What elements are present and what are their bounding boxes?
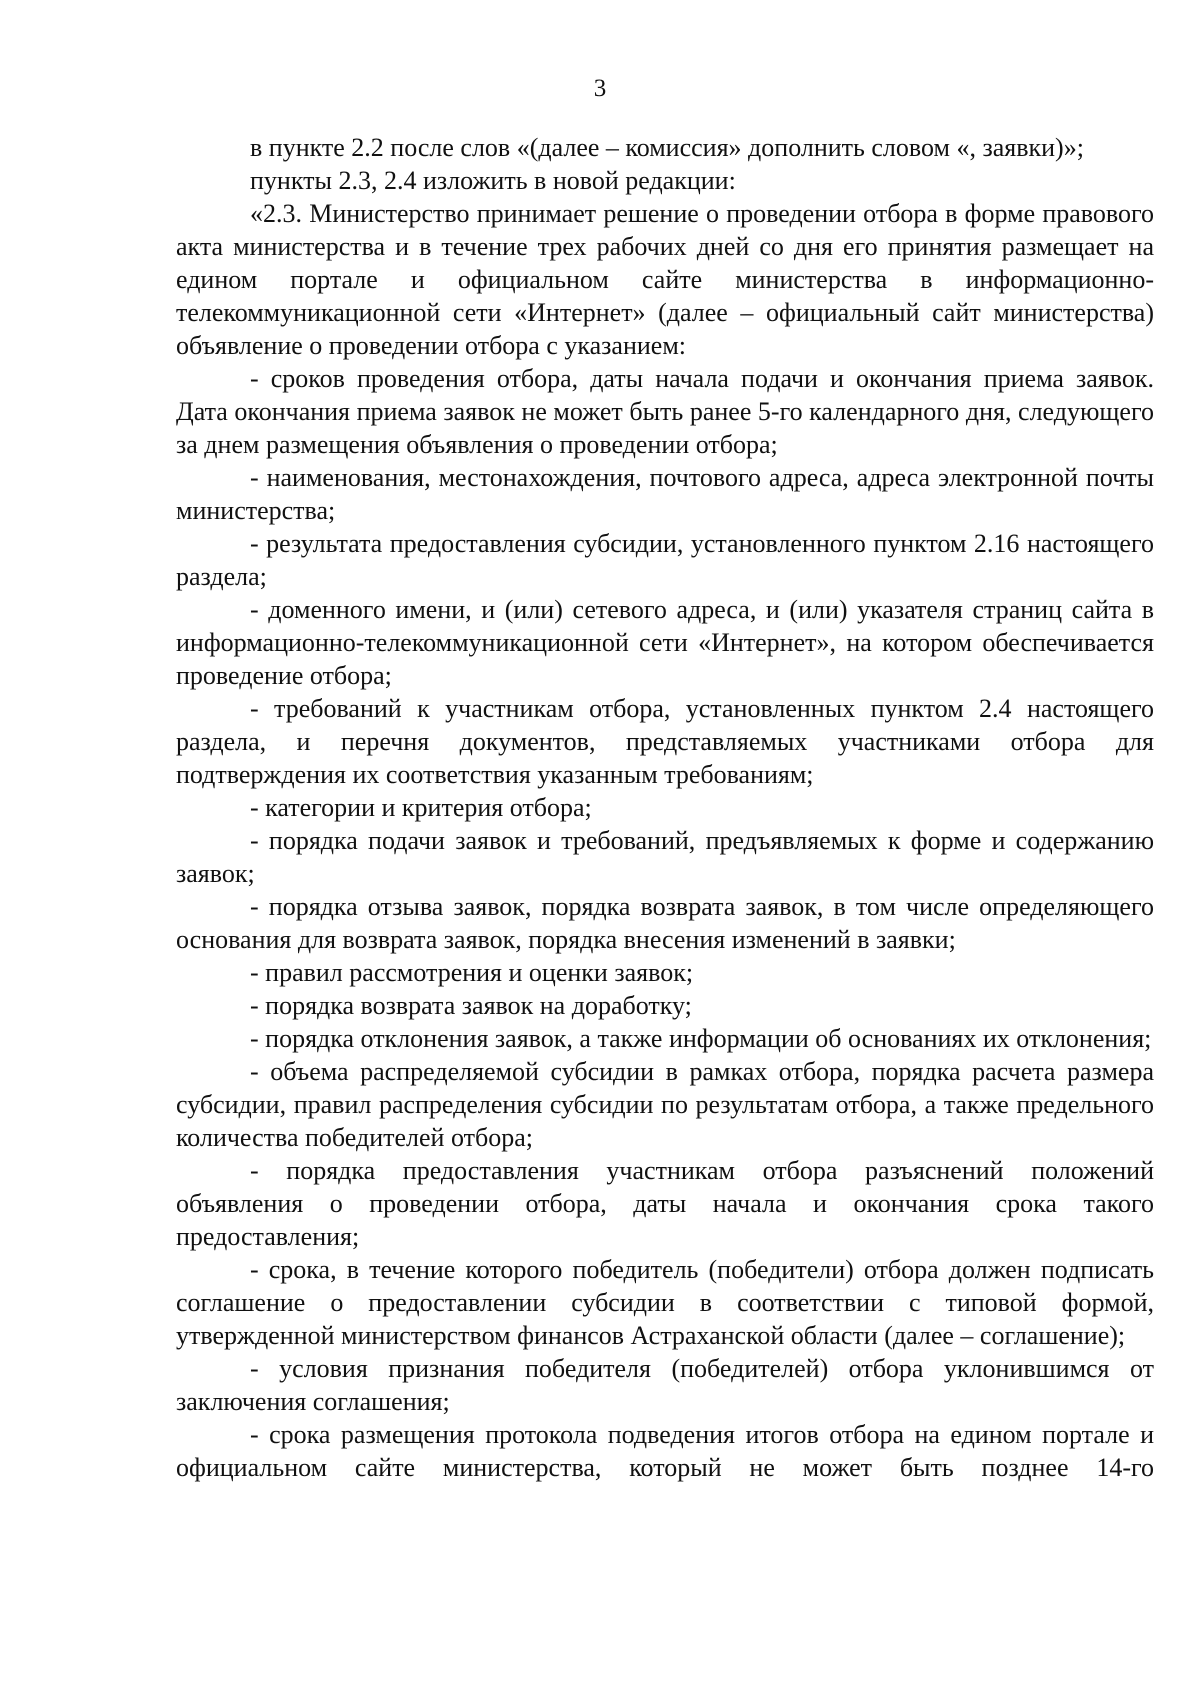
paragraph: «2.3. Министерство принимает решение о проведении отбора в форме правового акта министерства и в течение трех рабочих дней со дня его принятия размещает на едином портале и официальном сайте министерства в информационно-телекоммуникационной сети «Интернет» (далее – официальный сайт министерства) объявление о проведении отбора с указанием: <box>176 199 1154 360</box>
list-item: - порядка подачи заявок и требований, предъявляемых к форме и содержанию заявок; <box>176 826 1154 888</box>
list-item: - порядка предоставления участникам отбора разъяснений положений объявления о проведении отбора, даты начала и окончания срока такого предоставления; <box>176 1156 1154 1251</box>
list-item: - условия признания победителя (победителей) отбора уклонившимся от заключения соглашения; <box>176 1354 1154 1416</box>
list-item: - требований к участникам отбора, установленных пунктом 2.4 настоящего раздела, и перечня документов, представляемых участниками отбора для подтверждения их соответствия указанным требованиям; <box>176 694 1154 789</box>
list-item: - наименования, местонахождения, почтового адреса, адреса электронной почты министерства; <box>176 463 1154 525</box>
list-item: - категории и критерия отбора; <box>250 793 592 822</box>
paragraph: пункты 2.3, 2.4 изложить в новой редакции: <box>250 166 736 195</box>
list-item: - сроков проведения отбора, даты начала подачи и окончания приема заявок. Дата окончания приема заявок не может быть ранее 5-го календарного дня, следующего за днем размещения объявления о проведении отбора; <box>176 364 1154 459</box>
list-item: - порядка отзыва заявок, порядка возврата заявок, в том числе определяющего основания для возврата заявок, порядка внесения изменений в заявки; <box>176 892 1154 954</box>
list-item: - результата предоставления субсидии, установленного пунктом 2.16 настоящего раздела; <box>176 529 1154 591</box>
document-body <box>176 131 1154 1484</box>
list-item: - правил рассмотрения и оценки заявок; <box>250 958 694 987</box>
list-item: - объема распределяемой субсидии в рамках отбора, порядка расчета размера субсидии, правил распределения субсидии по результатам отбора, а также предельного количества победителей отбора; <box>176 1057 1154 1152</box>
list-item: - порядка отклонения заявок, а также информации об основаниях их отклонения; <box>250 1024 1152 1053</box>
page-number: 3 <box>593 75 607 102</box>
paragraph: в пункте 2.2 после слов «(далее – комиссия» дополнить словом «, заявки)»; <box>250 133 1084 162</box>
list-item: - доменного имени, и (или) сетевого адреса, и (или) указателя страниц сайта в информационно-телекоммуникационной сети «Интернет», на котором обеспечивается проведение отбора; <box>176 595 1154 690</box>
list-item: - порядка возврата заявок на доработку; <box>250 991 692 1020</box>
list-item: - срока размещения протокола подведения итогов отбора на едином портале и официальном сайте министерства, который не может быть позднее 14-го <box>176 1420 1154 1482</box>
list-item: - срока, в течение которого победитель (победители) отбора должен подписать соглашение о предоставлении субсидии в соответствии с типовой формой, утвержденной министерством финансов Астраханской области (далее – соглашение); <box>176 1255 1154 1350</box>
